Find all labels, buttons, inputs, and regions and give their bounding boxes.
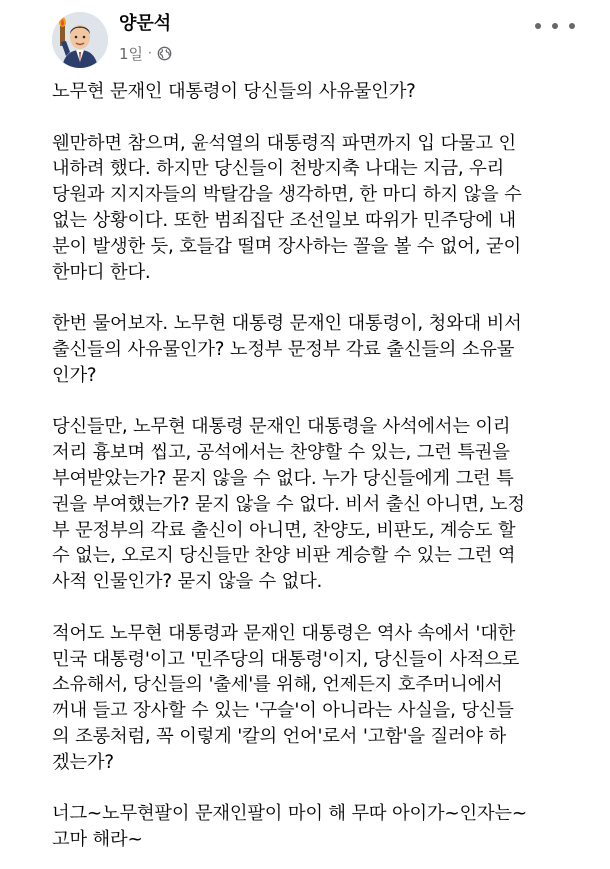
post-timestamp[interactable]: 1일 [119, 44, 144, 63]
author-avatar[interactable] [52, 12, 108, 68]
avatar-illustration [52, 12, 108, 68]
post-paragraph: 적어도 노무현 대통령과 문재인 대통령은 역사 속에서 '대한 민국 대통령'이고 '민주당의 대통령'이지, 당신들이 사적으로 소유해서, 당신들의 '출세'를 위해, 언제든지 호주머니에서 꺼내 들고 장사할 수 있는 '구슬'이 아니라는 사실을, 당신들 의 조롱처럼, 꼭 이렇게 '칼의 언어'로서 '고함'을 질러야 하 겠는가? [52, 622, 520, 773]
post-paragraph: 웬만하면 참으며, 윤석열의 대통령직 파면까지 입 다물고 인 내하려 했다. 하지만 당신들이 천방지축 나대는 지금, 우리 당원과 지지자들의 박탈감을 생각하면, 한 마디 하지 않을 수 없는 상황이다. 또한 범죄집단 조선일보 따위가 민주당에 내 분이 발생한 듯, 호들갑 떨며 장사하는 꼴을 볼 수 없어, 굳이 한마디 한다. [52, 132, 522, 283]
author-name[interactable]: 양문석 [119, 13, 172, 34]
post-paragraph: 너그~노무현팔이 문재인팔이 마이 해 무따 아이가~인자는~ 고마 해라~ [52, 803, 527, 851]
post-meta [119, 43, 172, 63]
meta-separator: · [148, 46, 152, 60]
post-header [0, 0, 610, 72]
post-body [52, 79, 582, 853]
post-paragraph: 당신들만, 노무현 대통령 문재인 대통령을 사석에서는 이리 저리 흉보며 씹고, 공석에서는 찬양할 수 있는, 그런 특권을 부여받았는가? 묻지 않을 수 없다. 누가 당신들에게 그런 특 권을 부여했는가? 묻지 않을 수 없다. 비서 출신 아니면, 노정 부 문정부의 각료 출신이 아니면, 찬양도, 비판도, 계승도 할 수 없는, 오로지 당신들만 찬양 비판 계승할 수 있는 그런 역 사적 인물인가? 묻지 않을 수 없다. [52, 416, 525, 593]
globe-icon[interactable] [157, 46, 172, 61]
more-options-icon[interactable] [535, 18, 575, 34]
more-dot [535, 23, 541, 29]
post-paragraph: 한번 물어보자. 노무현 대통령 문재인 대통령이, 청와대 비서 출신들의 사유물인가? 노정부 문정부 각료 출신들의 소유물 인가? [52, 313, 522, 386]
post-title-line: 노무현 문재인 대통령이 당신들의 사유물인가? [52, 81, 416, 102]
more-dot [552, 23, 558, 29]
more-dot [569, 23, 575, 29]
